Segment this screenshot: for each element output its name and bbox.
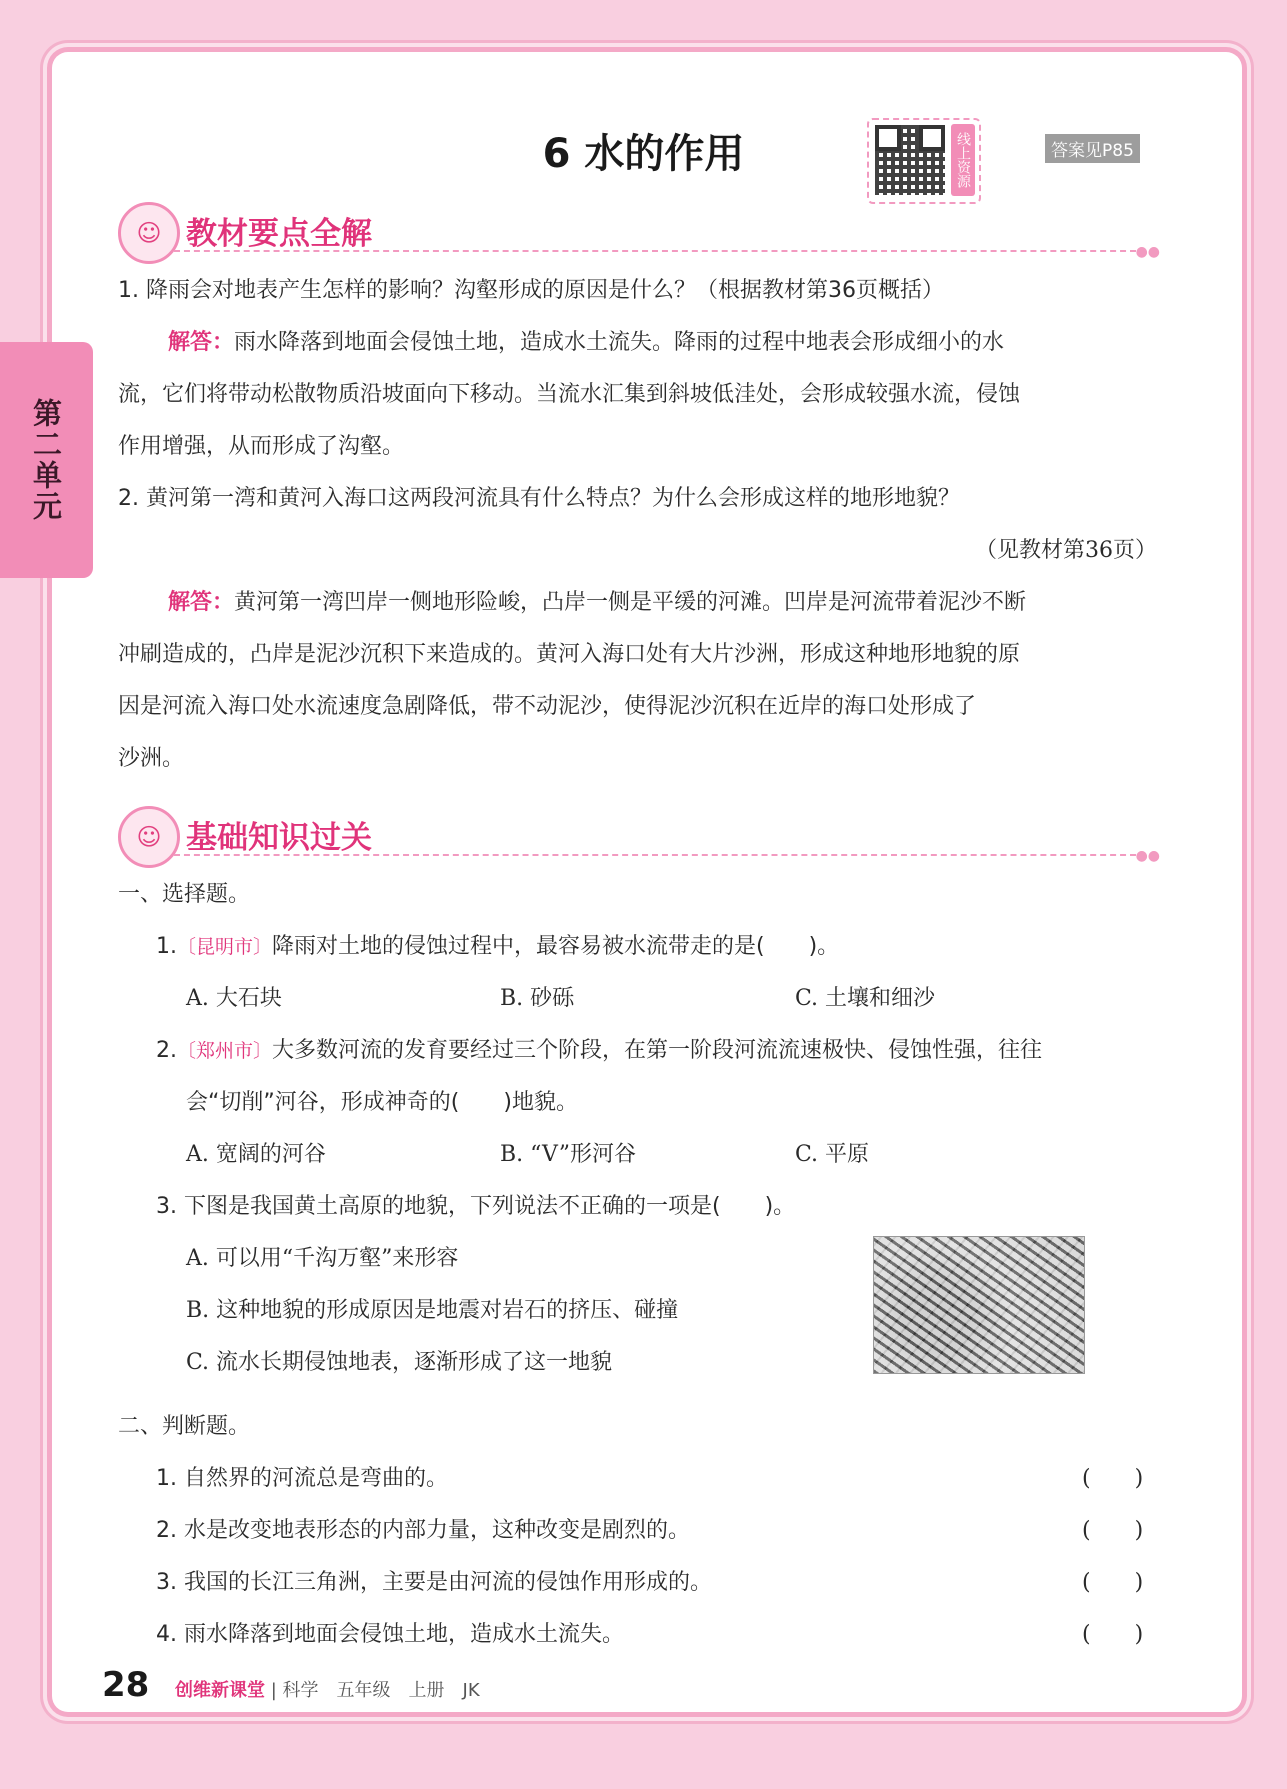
footer-brand: 创维新课堂 [175, 1680, 265, 1701]
answer-2-line-1: 解答：黄河第一湾凹岸一侧地形险峻，凸岸一侧是平缓的河滩。凹岸是河流带着泥沙不断 [168, 590, 1027, 615]
judge-2-answer-box[interactable]: ( ) [1082, 1518, 1144, 1543]
answer-label: 解答： [168, 590, 235, 615]
qr-label: 线上资源 [951, 124, 975, 196]
footer-course: 科学 五年级 上册 JK [282, 1680, 480, 1701]
section-title: 教材要点全解 [186, 216, 372, 252]
part-1-title: 一、选择题。 [118, 882, 251, 907]
unit-tab [0, 342, 93, 578]
judge-question-1: 1. 自然界的河流总是弯曲的。 [156, 1466, 448, 1491]
cartoon-mascot-icon: ☺ [118, 806, 180, 868]
qr-code-icon [875, 125, 945, 195]
answer-2-line-3: 因是河流入海口处水流速度急剧降低，带不动泥沙，使得泥沙沉积在近岸的海口处形成了 [118, 694, 977, 719]
dots-icon: ●● [1135, 244, 1160, 260]
qr-code[interactable] [867, 118, 981, 204]
question-1: 1. 降雨会对地表产生怎样的影响？沟壑形成的原因是什么？（根据教材第36页概括） [118, 278, 944, 303]
section-header-textbook [118, 202, 1160, 258]
choice-2-option-b[interactable]: B. “V”形河谷 [500, 1142, 636, 1167]
choice-2-option-a[interactable]: A. 宽阔的河谷 [186, 1142, 326, 1167]
choice-question-1: 1.〔昆明市〕降雨对土地的侵蚀过程中，最容易被水流带走的是( )。 [156, 934, 840, 959]
footer-info: 创维新课堂 | 科学 五年级 上册 JK [175, 1680, 480, 1701]
answer-2-line-4: 沙洲。 [118, 746, 185, 771]
judge-question-3: 3. 我国的长江三角洲，主要是由河流的侵蚀作用形成的。 [156, 1570, 712, 1595]
choice-question-3: 3. 下图是我国黄土高原的地貌，下列说法不正确的一项是( )。 [156, 1194, 796, 1219]
answer-1-line-1: 解答：雨水降落到地面会侵蚀土地，造成水土流失。降雨的过程中地表会形成细小的水 [168, 330, 1005, 355]
answer-label: 解答： [168, 330, 235, 355]
judge-question-2: 2. 水是改变地表形态的内部力量，这种改变是剧烈的。 [156, 1518, 690, 1543]
cartoon-mascot-icon: ☺ [118, 202, 180, 264]
judge-4-answer-box[interactable]: ( ) [1082, 1622, 1144, 1647]
choice-1-option-b[interactable]: B. 砂砾 [500, 986, 575, 1011]
choice-3-option-b[interactable]: B. 这种地貌的形成原因是地震对岩石的挤压、碰撞 [186, 1298, 679, 1323]
unit-tab-label: 第二单元 [29, 398, 63, 522]
choice-1-option-a[interactable]: A. 大石块 [186, 986, 282, 1011]
answer-1-line-3: 作用增强，从而形成了沟壑。 [118, 434, 405, 459]
answer-reference: 答案见P85 [1045, 134, 1140, 163]
judge-question-4: 4. 雨水降落到地面会侵蚀土地，造成水土流失。 [156, 1622, 624, 1647]
region-tag: 〔昆明市〕 [177, 936, 273, 958]
loess-plateau-photo [873, 1236, 1085, 1374]
page-number: 28 [102, 1665, 150, 1705]
divider [174, 250, 1136, 252]
part-2-title: 二、判断题。 [118, 1414, 251, 1439]
dots-icon: ●● [1135, 848, 1160, 864]
section-title: 基础知识过关 [186, 820, 372, 856]
page-title: 6 水的作用 [542, 131, 745, 177]
choice-2-option-c[interactable]: C. 平原 [795, 1142, 870, 1167]
question-2: 2. 黄河第一湾和黄河入海口这两段河流具有什么特点？为什么会形成这样的地形地貌？ [118, 486, 960, 511]
choice-question-2-cont: 会“切削”河谷，形成神奇的( )地貌。 [186, 1090, 578, 1115]
choice-1-option-c[interactable]: C. 土壤和细沙 [795, 986, 936, 1011]
judge-1-answer-box[interactable]: ( ) [1082, 1466, 1144, 1491]
section-header-basics [118, 806, 1160, 862]
choice-3-option-a[interactable]: A. 可以用“千沟万壑”来形容 [186, 1246, 459, 1271]
choice-question-2: 2.〔郑州市〕大多数河流的发育要经过三个阶段，在第一阶段河流流速极快、侵蚀性强，往往 [156, 1038, 1043, 1063]
region-tag: 〔郑州市〕 [177, 1040, 273, 1062]
divider [174, 854, 1136, 856]
judge-3-answer-box[interactable]: ( ) [1082, 1570, 1144, 1595]
choice-3-option-c[interactable]: C. 流水长期侵蚀地表，逐渐形成了这一地貌 [186, 1350, 613, 1375]
answer-1-line-2: 流，它们将带动松散物质沿坡面向下移动。当流水汇集到斜坡低洼处，会形成较强水流，侵蚀 [118, 382, 1021, 407]
answer-2-line-2: 冲刷造成的，凸岸是泥沙沉积下来造成的。黄河入海口处有大片沙洲，形成这种地形地貌的原 [118, 642, 1021, 667]
question-2-reference: （见教材第36页） [975, 538, 1157, 563]
